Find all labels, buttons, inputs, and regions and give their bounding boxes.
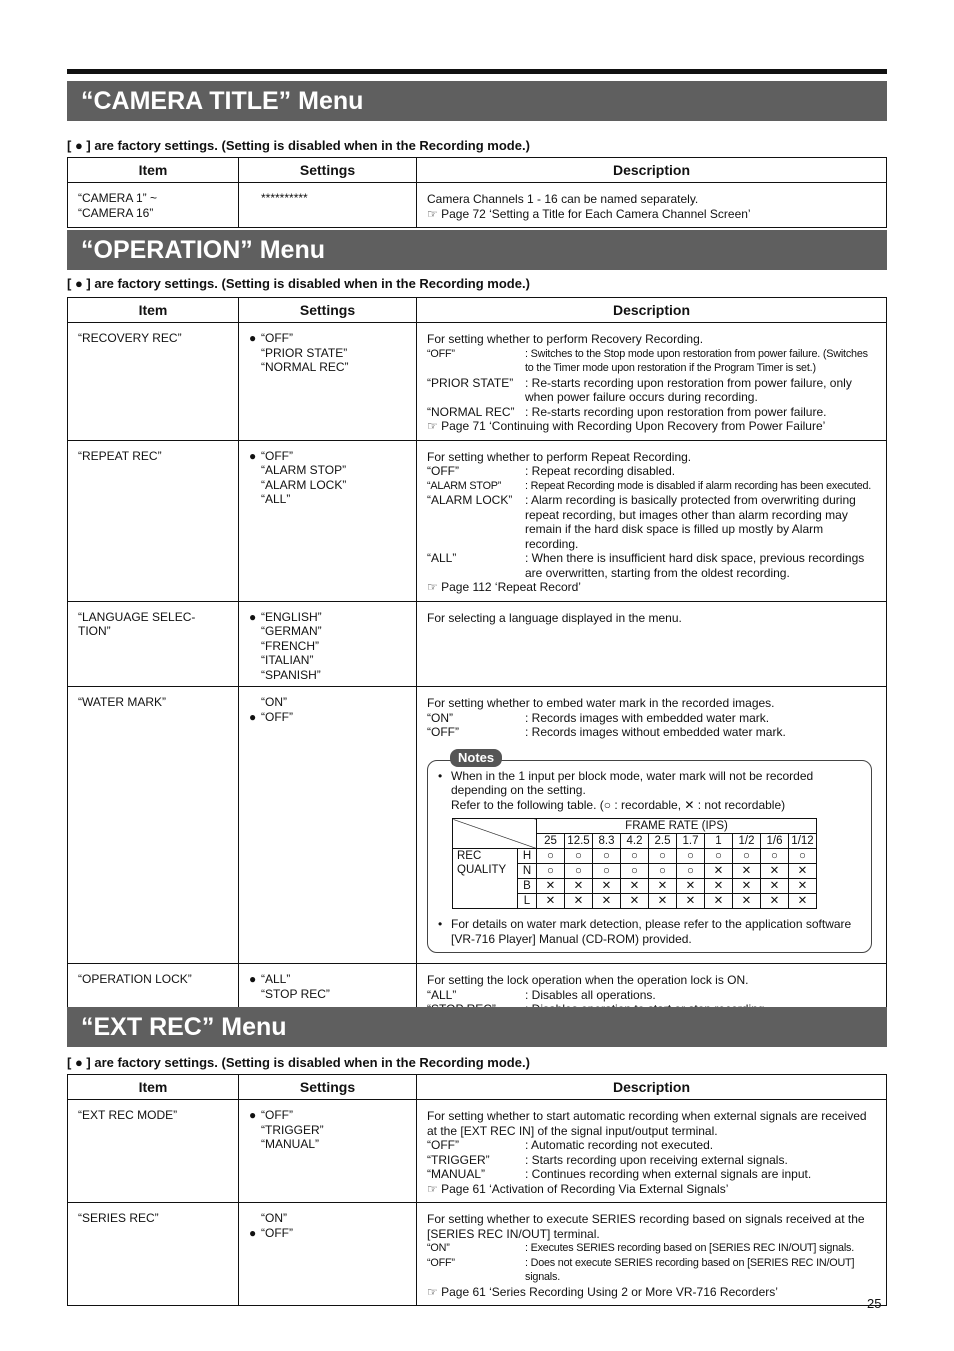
not-recordable-mark: ✕ <box>621 894 649 909</box>
setting-value: “SPANISH” <box>261 667 321 682</box>
not-recordable-mark: ✕ <box>705 894 733 909</box>
camera-title-table <box>67 157 887 228</box>
description-text: For setting whether to embed water mark in the recorded images. <box>427 696 775 710</box>
frame-rate-value: 12.5 <box>565 834 593 849</box>
col-header-description: Description <box>417 298 887 323</box>
menu-row <box>68 323 887 441</box>
recordable-mark: ○ <box>537 849 565 864</box>
frame-rate-value: 4.2 <box>621 834 649 849</box>
item-label: “OPERATION LOCK” <box>78 972 192 986</box>
option-value: : Executes SERIES recording based on [SERIES REC IN/OUT] signals. <box>525 1242 855 1254</box>
frame-rate-value: 8.3 <box>593 834 621 849</box>
bullet-spacer <box>249 463 261 478</box>
option-value: : Switches to the Stop mode upon restoration from power failure. (Switches to the Timer mode upon restoration if the Program Timer is set.) <box>525 347 868 374</box>
factory-settings-note: [ ● ] are factory settings. (Setting is disabled when in the Recording mode.) <box>67 1055 530 1070</box>
item-cell <box>68 183 239 228</box>
top-rule <box>67 69 887 74</box>
setting-option <box>249 463 412 478</box>
not-recordable-mark: ✕ <box>761 879 789 894</box>
option-value: : Does not execute SERIES recording based on [SERIES REC IN/OUT] signals. <box>525 1256 855 1283</box>
setting-option <box>249 1137 412 1152</box>
option-description <box>427 493 876 551</box>
recordable-mark: ○ <box>649 864 677 879</box>
setting-value: “OFF” <box>261 1225 293 1240</box>
factory-default-bullet: ● <box>249 1108 257 1122</box>
option-value: : Continues recording when external signals are input. <box>525 1167 812 1181</box>
option-key: “OFF” <box>427 464 459 478</box>
settings-cell <box>239 323 417 441</box>
item-label: “CAMERA 1” ~ <box>78 191 158 205</box>
note-bullet <box>438 917 861 946</box>
option-key: “TRIGGER” <box>427 1152 490 1167</box>
description-text: For setting whether to perform Repeat Recording. <box>427 449 692 464</box>
bullet-dot: • <box>438 768 443 783</box>
bullet-spacer <box>249 668 261 683</box>
bullet-spacer <box>249 1211 261 1226</box>
rec-quality-label <box>453 849 518 909</box>
description-text: For setting whether to start automatic recording when external signals are received at the [EXT REC IN] of the signal input/output terminal. <box>427 1109 867 1138</box>
not-recordable-mark: ✕ <box>537 879 565 894</box>
bullet-spacer <box>249 191 261 206</box>
setting-value: “ALL” <box>261 972 291 986</box>
not-recordable-mark: ✕ <box>733 879 761 894</box>
recordable-mark: ○ <box>649 849 677 864</box>
option-value: : Re-starts recording upon restoration from power failure. <box>525 404 827 419</box>
settings-cell <box>239 1203 417 1306</box>
setting-value: “MANUAL” <box>261 1137 320 1151</box>
setting-value: “STOP REC” <box>261 986 330 1001</box>
option-description <box>427 711 876 726</box>
setting-option <box>249 710 412 725</box>
not-recordable-mark: ✕ <box>593 879 621 894</box>
option-description <box>427 1167 876 1182</box>
option-value: : Re-starts recording upon restoration from power failure, only when power failure occurs during recording. <box>525 375 852 404</box>
note-text: For details on water mark detection, please refer to the application software [VR-716 Player] Manual (CD-ROM) provided. <box>451 917 852 946</box>
factory-settings-note: [ ● ] are factory settings. (Setting is disabled when in the Recording mode.) <box>67 138 530 153</box>
factory-default-bullet: ● <box>249 448 257 463</box>
option-key: “ALARM LOCK” <box>427 493 513 507</box>
setting-option <box>249 346 412 361</box>
col-header-description: Description <box>417 1075 887 1100</box>
recordable-mark: ○ <box>621 864 649 879</box>
col-header-item: Item <box>68 298 239 323</box>
description-text: For setting whether to perform Recovery Recording. <box>427 332 704 346</box>
setting-option <box>249 987 412 1002</box>
factory-default-bullet: ● <box>249 609 257 624</box>
settings-cell <box>239 183 417 228</box>
setting-option <box>249 695 412 710</box>
setting-option <box>249 331 412 346</box>
item-cell <box>68 687 239 964</box>
bullet-spacer <box>249 492 261 507</box>
settings-cell <box>239 687 417 964</box>
setting-value: “NORMAL REC” <box>261 360 349 374</box>
col-header-item: Item <box>68 158 239 183</box>
option-key: “OFF” <box>427 1256 455 1269</box>
setting-option <box>249 1108 412 1123</box>
not-recordable-mark: ✕ <box>761 894 789 909</box>
not-recordable-mark: ✕ <box>621 879 649 894</box>
option-key: “OFF” <box>427 725 459 739</box>
recordable-mark: ○ <box>565 849 593 864</box>
setting-option <box>249 492 412 507</box>
option-key: “ALARM STOP” <box>427 479 502 492</box>
bullet-spacer <box>249 624 261 639</box>
setting-option <box>249 478 412 493</box>
option-value: : Records images with embedded water mark. <box>525 710 770 725</box>
setting-option <box>249 1211 412 1226</box>
quality-code: B <box>518 879 537 894</box>
quality-code: N <box>518 864 537 879</box>
setting-option <box>249 610 412 625</box>
factory-default-bullet: ● <box>249 1225 257 1240</box>
recordable-mark: ○ <box>621 849 649 864</box>
frame-rate-table <box>452 818 817 909</box>
option-description <box>427 725 876 740</box>
option-key: “OFF” <box>427 347 455 360</box>
bullet-spacer <box>249 1123 261 1138</box>
ext-rec-menu-header: “EXT REC” Menu <box>67 1007 887 1047</box>
setting-option <box>249 668 412 683</box>
menu-row <box>68 183 887 228</box>
setting-value: “FRENCH” <box>261 638 319 653</box>
recordable-mark: ○ <box>761 849 789 864</box>
option-key: “OFF” <box>427 1138 459 1152</box>
not-recordable-mark: ✕ <box>789 894 817 909</box>
note-text <box>451 769 861 813</box>
not-recordable-mark: ✕ <box>705 879 733 894</box>
note-line: When in the 1 input per block mode, water mark will not be recorded depending on the setting. <box>451 768 814 797</box>
setting-value: “ENGLISH” <box>261 609 322 624</box>
menu-row <box>68 1100 887 1203</box>
description-cell <box>417 1203 887 1306</box>
not-recordable-mark: ✕ <box>733 864 761 879</box>
item-label: “REPEAT REC” <box>78 448 162 463</box>
menu-row <box>68 1203 887 1306</box>
operation-table <box>67 297 887 1024</box>
option-key: “ALL” <box>427 987 457 1002</box>
option-value: : Disables all operations. <box>525 987 656 1002</box>
quality-code: L <box>518 894 537 909</box>
page-reference: ☞ Page 61 ‘Series Recording Using 2 or More VR-716 Recorders’ <box>427 1284 778 1299</box>
item-label: “RECOVERY REC” <box>78 331 182 345</box>
not-recordable-mark: ✕ <box>537 894 565 909</box>
frame-rate-value: 1/6 <box>761 834 789 849</box>
option-value: : Repeat Recording mode is disabled if alarm recording has been executed. <box>525 479 872 492</box>
col-header-settings: Settings <box>239 1075 417 1100</box>
setting-value: “ALL” <box>261 492 291 506</box>
col-header-settings: Settings <box>239 158 417 183</box>
note-line: Refer to the following table. (○ : recordable, ✕ : not recordable) <box>451 797 786 812</box>
item-label: “CAMERA 16” <box>78 205 154 220</box>
option-key: “ON” <box>427 710 453 725</box>
setting-option <box>249 449 412 464</box>
settings-cell <box>239 440 417 601</box>
item-label: “WATER MARK” <box>78 695 166 709</box>
bullet-spacer <box>249 987 261 1002</box>
setting-value: “ON” <box>261 1211 287 1225</box>
quality-code: H <box>518 849 537 864</box>
not-recordable-mark: ✕ <box>565 894 593 909</box>
quality-row <box>453 849 817 864</box>
settings-cell <box>239 1100 417 1203</box>
option-description <box>427 551 876 580</box>
setting-option <box>249 360 412 375</box>
page-reference: ☞ Page 112 ‘Repeat Record’ <box>427 580 581 594</box>
setting-value: “OFF” <box>261 448 293 463</box>
setting-value: “ITALIAN” <box>261 653 314 667</box>
item-label: “LANGUAGE SELEC- <box>78 609 196 624</box>
not-recordable-mark: ✕ <box>789 879 817 894</box>
ext-rec-table <box>67 1074 887 1306</box>
recordable-mark: ○ <box>789 849 817 864</box>
page-reference: ☞ Page 72 ‘Setting a Title for Each Camera Channel Screen’ <box>427 206 751 221</box>
description-text: For setting whether to execute SERIES recording based on signals received at the [SERIES REC IN/OUT] terminal. <box>427 1212 865 1241</box>
setting-value: ********** <box>261 191 308 205</box>
description-text: Camera Channels 1 - 16 can be named separately. <box>427 192 699 206</box>
description-cell <box>417 687 887 964</box>
not-recordable-mark: ✕ <box>649 894 677 909</box>
setting-value: “ALARM LOCK” <box>261 477 347 492</box>
factory-default-bullet: ● <box>249 709 257 724</box>
item-cell <box>68 323 239 441</box>
setting-value: “OFF” <box>261 1108 293 1122</box>
recordable-mark: ○ <box>677 849 705 864</box>
settings-cell <box>239 601 417 687</box>
frame-rate-value: 1.7 <box>677 834 705 849</box>
bullet-spacer <box>249 653 261 668</box>
setting-option <box>249 1226 412 1241</box>
bullet-spacer <box>249 695 261 710</box>
frame-rate-value: 25 <box>537 834 565 849</box>
bullet-spacer <box>249 346 261 361</box>
rec-quality-text: REC <box>457 850 482 862</box>
rec-quality-text: QUALITY <box>457 864 507 876</box>
option-description <box>427 405 876 420</box>
option-description <box>427 1153 876 1168</box>
bullet-dot: • <box>438 917 443 931</box>
option-key: “PRIOR STATE” <box>427 375 514 390</box>
not-recordable-mark: ✕ <box>649 879 677 894</box>
item-label: TION” <box>78 624 111 638</box>
bullet-spacer <box>249 1137 261 1152</box>
option-value: : Repeat recording disabled. <box>525 464 676 478</box>
setting-value: “GERMAN” <box>261 624 322 638</box>
setting-value: “PRIOR STATE” <box>261 345 348 360</box>
recordable-mark: ○ <box>705 849 733 864</box>
diagonal-cell <box>453 819 537 849</box>
description-text: For selecting a language displayed in the menu. <box>427 610 682 625</box>
option-key: “MANUAL” <box>427 1167 486 1181</box>
option-key: “ALL” <box>427 551 457 565</box>
factory-default-bullet: ● <box>249 331 257 345</box>
frame-rate-value: 1/12 <box>789 834 817 849</box>
page-reference: ☞ Page 71 ‘Continuing with Recording Upon Recovery from Power Failure’ <box>427 419 826 433</box>
recordable-mark: ○ <box>593 864 621 879</box>
not-recordable-mark: ✕ <box>593 894 621 909</box>
recordable-mark: ○ <box>593 849 621 864</box>
description-text: For setting the lock operation when the operation lock is ON. <box>427 973 749 987</box>
option-description <box>427 479 876 494</box>
not-recordable-mark: ✕ <box>761 864 789 879</box>
option-value: : Automatic recording not executed. <box>525 1138 714 1152</box>
factory-default-bullet: ● <box>249 972 257 986</box>
option-value: : Records images without embedded water mark. <box>525 725 786 739</box>
menu-row <box>68 687 887 964</box>
bullet-spacer <box>249 478 261 493</box>
recordable-mark: ○ <box>537 864 565 879</box>
not-recordable-mark: ✕ <box>789 864 817 879</box>
setting-option <box>249 639 412 654</box>
bullet-spacer <box>249 360 261 375</box>
frame-rate-header: FRAME RATE (IPS) <box>537 819 817 834</box>
not-recordable-mark: ✕ <box>677 879 705 894</box>
setting-value: “TRIGGER” <box>261 1122 324 1137</box>
option-description <box>427 1138 876 1153</box>
option-description <box>427 376 876 405</box>
item-cell <box>68 440 239 601</box>
recordable-mark: ○ <box>733 849 761 864</box>
description-cell <box>417 1100 887 1203</box>
item-cell <box>68 1100 239 1203</box>
menu-row <box>68 601 887 687</box>
option-key: “NORMAL REC” <box>427 404 515 419</box>
description-cell <box>417 601 887 687</box>
not-recordable-mark: ✕ <box>565 879 593 894</box>
factory-settings-note: [ ● ] are factory settings. (Setting is disabled when in the Recording mode.) <box>67 276 530 291</box>
frame-rate-value: 1 <box>705 834 733 849</box>
page-reference: ☞ Page 61 ‘Activation of Recording Via External Signals’ <box>427 1181 729 1196</box>
not-recordable-mark: ✕ <box>705 864 733 879</box>
col-header-item: Item <box>68 1075 239 1100</box>
option-description <box>427 1256 876 1285</box>
notes-box <box>427 749 872 954</box>
operation-menu-header: “OPERATION” Menu <box>67 230 887 270</box>
not-recordable-mark: ✕ <box>677 894 705 909</box>
camera-title-menu-header: “CAMERA TITLE” Menu <box>67 81 887 121</box>
bullet-spacer <box>249 639 261 654</box>
description-cell <box>417 440 887 601</box>
item-label: “EXT REC MODE” <box>78 1108 178 1122</box>
description-cell <box>417 323 887 441</box>
setting-value: “ON” <box>261 695 287 709</box>
option-description <box>427 1241 876 1256</box>
notes-title: Notes <box>450 749 502 768</box>
item-cell <box>68 601 239 687</box>
frame-rate-value: 1/2 <box>733 834 761 849</box>
not-recordable-mark: ✕ <box>733 894 761 909</box>
setting-value: “OFF” <box>261 331 293 345</box>
note-bullet <box>438 769 861 813</box>
col-header-settings: Settings <box>239 298 417 323</box>
option-value: : Starts recording upon receiving external signals. <box>525 1152 788 1167</box>
option-description <box>427 988 876 1003</box>
setting-option <box>249 972 412 987</box>
item-cell <box>68 1203 239 1306</box>
setting-option <box>249 1123 412 1138</box>
setting-value: “ALARM STOP” <box>261 463 347 477</box>
menu-row <box>68 440 887 601</box>
recordable-mark: ○ <box>677 864 705 879</box>
page-number: 25 <box>867 1296 882 1311</box>
option-value: : Alarm recording is basically protected from overwriting during repeat recording, but images other than alarm recording may remain if the hard disk space is filled up mostly by Alarm recording. <box>525 493 856 551</box>
item-label: “SERIES REC” <box>78 1211 159 1225</box>
setting-option <box>249 653 412 668</box>
recordable-mark: ○ <box>565 864 593 879</box>
option-key: “ON” <box>427 1242 450 1254</box>
col-header-description: Description <box>417 158 887 183</box>
option-value: : When there is insufficient hard disk space, previous recordings are overwritten, starting from the oldest recording. <box>525 551 865 580</box>
setting-option <box>249 624 412 639</box>
option-description <box>427 464 876 479</box>
option-description <box>427 347 876 376</box>
frame-rate-value: 2.5 <box>649 834 677 849</box>
setting-option <box>249 191 412 206</box>
setting-value: “OFF” <box>261 709 293 724</box>
description-cell <box>417 183 887 228</box>
